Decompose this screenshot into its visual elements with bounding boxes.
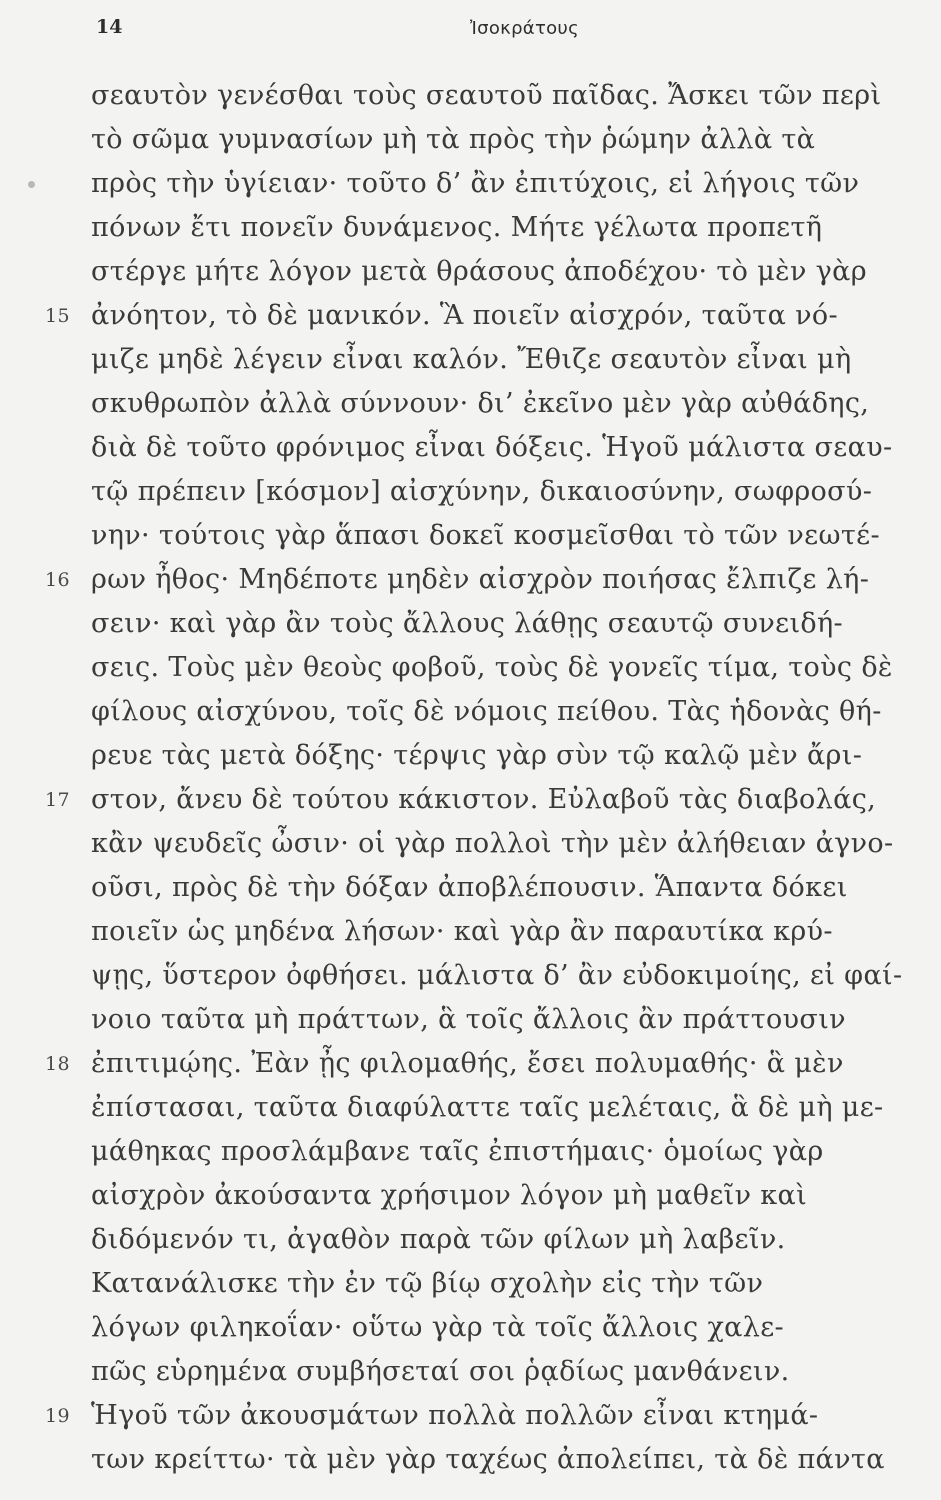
line-text: σεις. Τοὺς μὲν θεοὺς φοβοῦ, τοὺς δὲ γονεῖς τίμα, τοὺς δὲ [91,652,893,683]
line-text: στέργε μήτε λόγον μετὰ θράσους ἀποδέχου· τὸ μὲν γὰρ [91,256,867,287]
text-line [91,74,909,118]
text-line [91,734,909,778]
line-text: των κρείττω· τὰ μὲν γὰρ ταχέως ἀπολείπει, τὰ δὲ πάντα [91,1444,885,1475]
text-line [91,1218,909,1262]
line-text: σειν· καὶ γὰρ ἂν τοὺς ἄλλους λάθῃς σεαυτῷ συνειδή- [91,608,844,639]
text-line [91,690,909,734]
text-line [91,250,909,294]
line-text: κἂν ψευδεῖς ὦσιν· οἱ γὰρ πολλοὶ τὴν μὲν ἀλήθειαν ἀγνο- [91,828,894,859]
body-text [45,74,909,1482]
line-text: λόγων φιληκοΐαν· οὕτω γὰρ τὰ τοῖς ἄλλοις χαλε- [91,1312,785,1343]
text-line [91,602,909,646]
text-line [91,998,909,1042]
line-text: Ἡγοῦ τῶν ἀκουσμάτων πολλὰ πολλῶν εἶναι κτημά- [91,1400,819,1431]
section-number: 17 [45,789,70,811]
text-line [91,866,909,910]
margin-dot-mark [28,181,35,188]
text-line [91,206,909,250]
line-text: πρὸς τὴν ὑγίειαν· τοῦτο δ’ ἂν ἐπιτύχοις, εἰ λήγοις τῶν [91,168,860,199]
line-text: τὸ σῶμα γυμνασίων μὴ τὰ πρὸς τὴν ῥώμην ἀλλὰ τὰ [91,124,816,155]
text-line [45,1394,909,1438]
line-text: οῦσι, πρὸς δὲ τὴν δόξαν ἀποβλέπουσιν. Ἅπαντα δόκει [91,872,848,903]
text-line [91,954,909,998]
section-number: 19 [45,1405,70,1427]
text-line [91,162,909,206]
text-line [91,1174,909,1218]
line-text: ψῃς, ὕστερον ὀφθήσει. μάλιστα δ’ ἂν εὐδοκιμοίης, εἰ φαί- [91,960,903,991]
text-line [91,1438,909,1482]
line-text: μιζε μηδὲ λέγειν εἶναι καλόν. Ἔθιζε σεαυτὸν εἶναι μὴ [91,344,852,375]
text-line [91,514,909,558]
text-line [91,1350,909,1394]
text-line [91,1130,909,1174]
line-text: διδόμενόν τι, ἀγαθὸν παρὰ τῶν φίλων μὴ λαβεῖν. [91,1224,786,1255]
line-text: διὰ δὲ τοῦτο φρόνιμος εἶναι δόξεις. Ἡγοῦ μάλιστα σεαυ- [91,432,893,463]
text-line [91,1262,909,1306]
section-number: 18 [45,1053,70,1075]
line-text: ἐπιτιμῴης. Ἐὰν ᾖς φιλομαθής, ἔσει πολυμαθής· ἃ μὲν [91,1048,844,1079]
text-line [45,778,909,822]
text-line [91,338,909,382]
text-line [91,118,909,162]
line-text: πόνων ἔτι πονεῖν δυνάμενος. Μήτε γέλωτα προπετῆ [91,212,823,243]
text-line [91,910,909,954]
text-line [91,470,909,514]
text-line [91,1086,909,1130]
running-title: Ἰσοκράτους [470,18,579,39]
line-text: σεαυτὸν γενέσθαι τοὺς σεαυτοῦ παῖδας. Ἄσκει τῶν περὶ [91,80,882,111]
text-line [45,1042,909,1086]
line-text: μάθηκας προσλάμβανε ταῖς ἐπιστήμαις· ὁμοίως γὰρ [91,1136,824,1167]
line-text: ρευε τὰς μετὰ δόξης· τέρψις γὰρ σὺν τῷ καλῷ μὲν ἄρι- [91,740,863,771]
text-line [91,382,909,426]
line-text: φίλους αἰσχύνου, τοῖς δὲ νόμοις πείθου. Τὰς ἡδονὰς θή- [91,696,882,727]
line-text: ποιεῖν ὡς μηδένα λήσων· καὶ γὰρ ἂν παραυτίκα κρύ- [91,916,833,947]
text-line [45,558,909,602]
line-text: ἐπίστασαι, ταῦτα διαφύλαττε ταῖς μελέταις, ἃ δὲ μὴ με- [91,1092,884,1123]
line-text: νοιο ταῦτα μὴ πράττων, ἃ τοῖς ἄλλοις ἂν πράττουσιν [91,1004,846,1035]
line-text: ρων ἦθος· Μηδέποτε μηδὲν αἰσχρὸν ποιήσας ἔλπιζε λή- [91,564,870,595]
page-number: 14 [96,16,123,38]
line-text: Κατανάλισκε τὴν ἐν τῷ βίῳ σχολὴν εἰς τὴν τῶν [91,1268,764,1299]
line-text: τῷ πρέπειν [κόσμον] αἰσχύνην, δικαιοσύνην, σωφροσύ- [91,476,873,507]
line-text: σκυθρωπὸν ἀλλὰ σύννουν· δι’ ἐκεῖνο μὲν γὰρ αὐθάδης, [91,388,870,419]
line-text: στον, ἄνευ δὲ τούτου κάκιστον. Εὐλαβοῦ τὰς διαβολάς, [91,784,877,815]
section-number: 16 [45,569,70,591]
text-line [91,646,909,690]
text-line [91,822,909,866]
line-text: ἀνόητον, τὸ δὲ μανικόν. Ἃ ποιεῖν αἰσχρόν, ταῦτα νό- [91,300,838,331]
line-text: νην· τούτοις γὰρ ἅπασι δοκεῖ κοσμεῖσθαι τὸ τῶν νεωτέ- [91,520,880,551]
line-text: πῶς εὑρημένα συμβήσεταί σοι ῥᾳδίως μανθάνειν. [91,1356,790,1387]
page-header [0,8,941,48]
line-text: αἰσχρὸν ἀκούσαντα χρήσιμον λόγον μὴ μαθεῖν καὶ [91,1180,808,1211]
text-line [45,294,909,338]
section-number: 15 [45,305,70,327]
text-line [91,426,909,470]
text-line [91,1306,909,1350]
